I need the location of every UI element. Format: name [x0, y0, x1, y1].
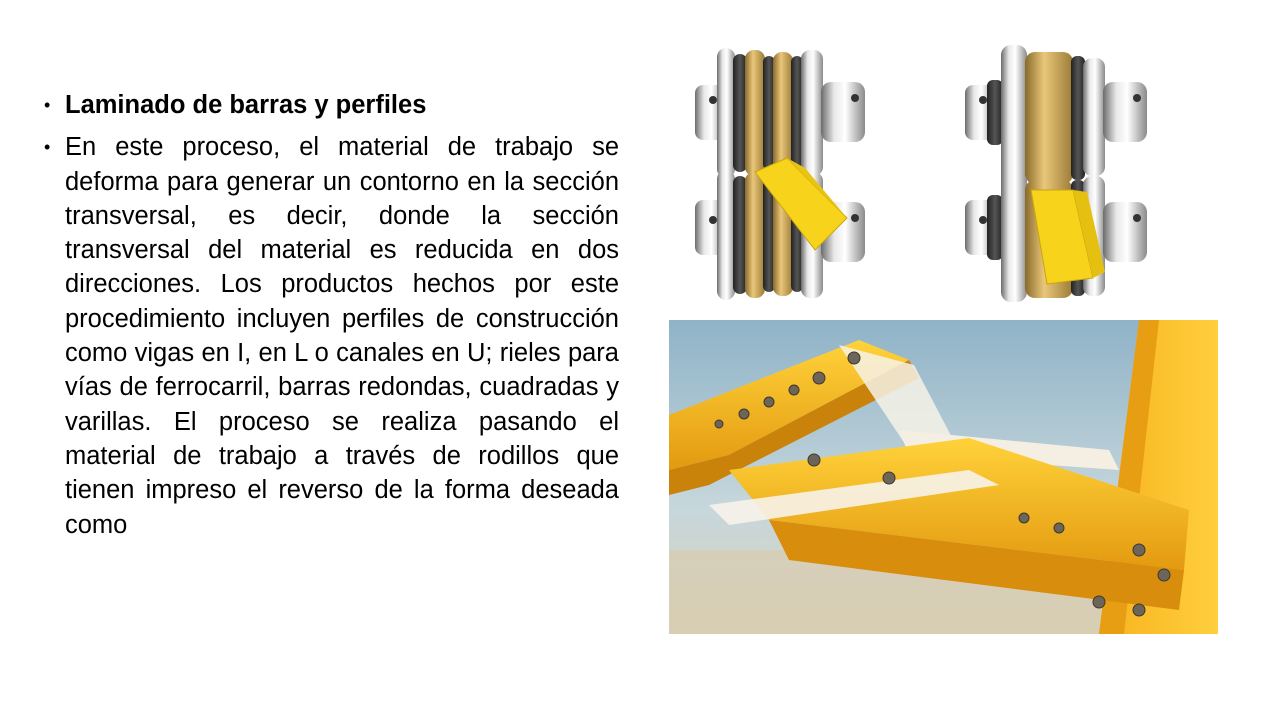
- rolling-rolls-image: [695, 40, 1165, 305]
- section-title: Laminado de barras y perfiles: [65, 91, 427, 119]
- profile-rolls-illustration-icon: [695, 40, 1165, 305]
- bullet-dot: •: [44, 137, 51, 158]
- bullet-item-title: [44, 88, 619, 122]
- right-roll-pair: [965, 45, 1147, 302]
- bullet-dot: •: [44, 95, 51, 115]
- steel-beams-image: [669, 320, 1218, 634]
- left-roll-pair: [695, 48, 865, 300]
- slide-text: [44, 88, 619, 550]
- bullet-item-description: [44, 130, 619, 542]
- description-paragraph: En este proceso, el material de trabajo se deforma para generar un contorno en la sección transversal, es decir, donde la sección transversal del material es reducida en dos direcciones. Los productos hechos por este procedimiento incluyen perfiles de construcción como vigas en I, en L o canales en U; rieles para vías de ferrocarril, barras redondas, cuadradas y varillas. El proceso se realiza pasando el material de trabajo a través de rodillos que tienen impreso el reverso de la forma deseada como: [65, 133, 619, 539]
- steel-beams-photo-icon: [669, 320, 1218, 634]
